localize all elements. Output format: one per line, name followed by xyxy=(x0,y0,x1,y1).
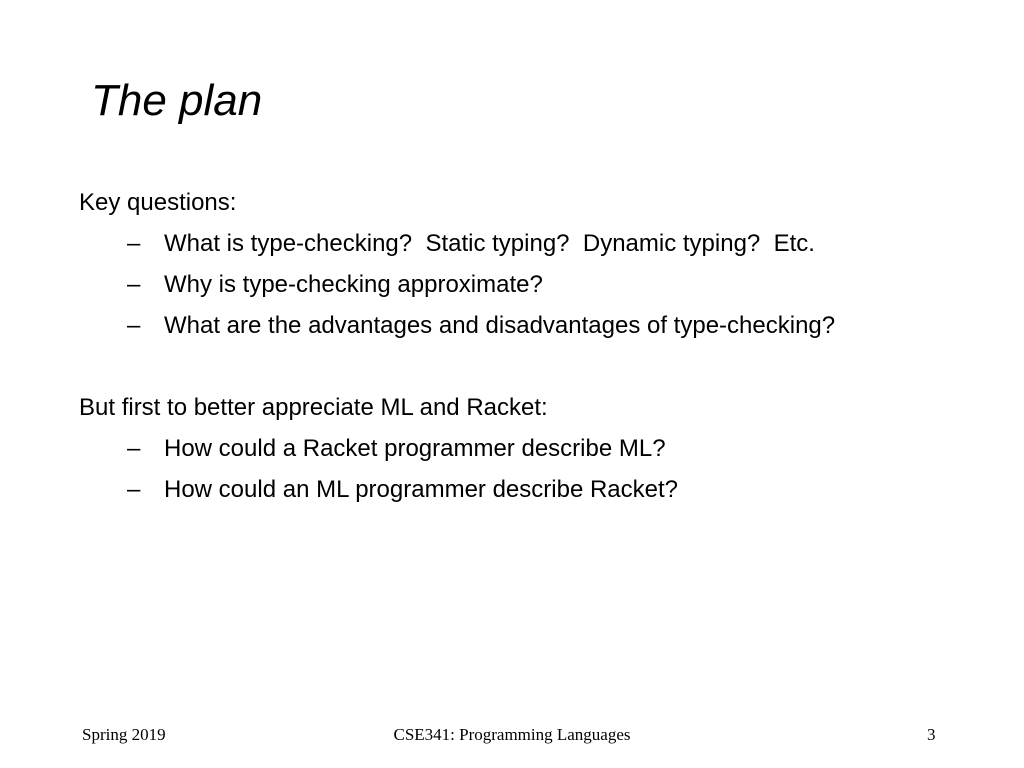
bullet-dash: – xyxy=(127,230,141,257)
section-key-questions xyxy=(79,182,999,346)
bullet-item xyxy=(79,428,999,469)
bullet-item xyxy=(79,305,999,346)
slide-body xyxy=(79,182,999,510)
bullet-list xyxy=(79,428,999,510)
bullet-dash: – xyxy=(127,271,141,298)
section-but-first xyxy=(79,387,999,510)
bullet-item xyxy=(79,469,999,510)
bullet-dash: – xyxy=(127,476,141,503)
bullet-text: Why is type-checking approximate? xyxy=(164,271,543,298)
bullet-dash: – xyxy=(127,312,141,339)
bullet-text: What is type-checking? Static typing? Dynamic typing? Etc. xyxy=(164,230,815,257)
slide-title: The plan xyxy=(91,76,263,125)
bullet-item xyxy=(79,264,999,305)
bullet-text: How could an ML programmer describe Racket? xyxy=(164,476,678,503)
footer-slide-number: 3 xyxy=(927,725,936,744)
bullet-list xyxy=(79,223,999,346)
bullet-dash: – xyxy=(127,435,141,462)
footer-date: Spring 2019 xyxy=(82,725,166,744)
bullet-text: How could a Racket programmer describe ML? xyxy=(164,435,666,462)
section-heading: Key questions: xyxy=(79,189,237,216)
footer-course: CSE341: Programming Languages xyxy=(393,725,631,744)
section-heading: But first to better appreciate ML and Racket: xyxy=(79,394,548,421)
bullet-text: What are the advantages and disadvantages of type-checking? xyxy=(164,312,836,339)
bullet-item xyxy=(79,223,999,264)
